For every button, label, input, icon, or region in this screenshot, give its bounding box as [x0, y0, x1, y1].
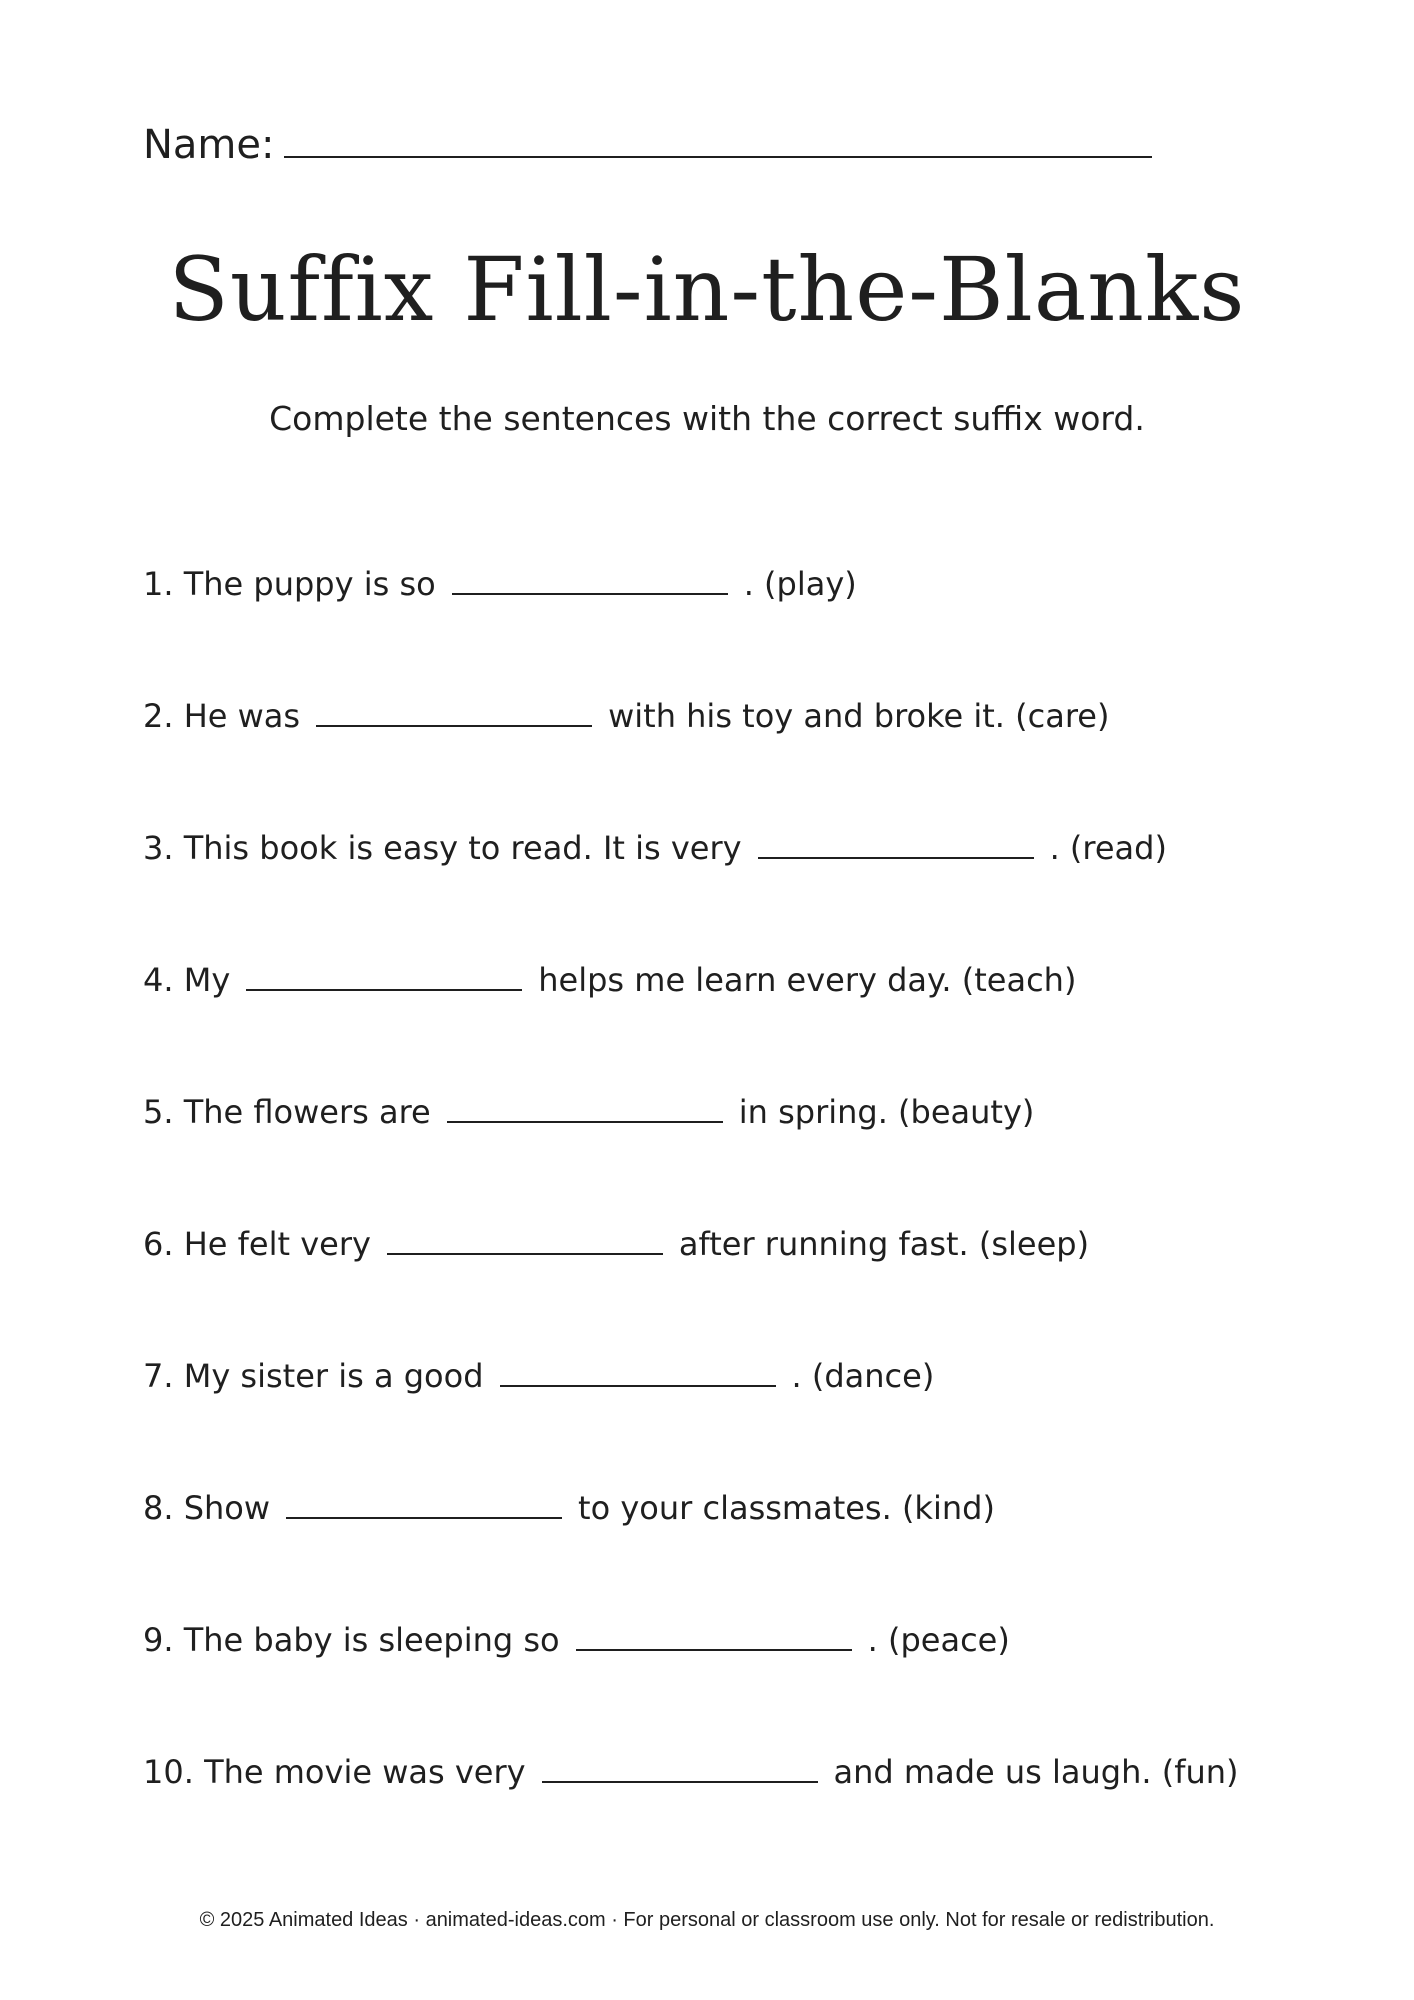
copyright-footer: © 2025 Animated Ideas · animated-ideas.com · For personal or classroom use only. Not for resale or redistribution.: [199, 1909, 1215, 1931]
question-text-after: after running fast. (sleep): [678, 1225, 1090, 1263]
answer-blank[interactable]: [576, 1619, 852, 1651]
question-item: [143, 1088, 1303, 1220]
question-text-before: 9. The baby is sleeping so: [143, 1621, 560, 1659]
answer-blank[interactable]: [758, 827, 1034, 859]
question-text-after: . (peace): [867, 1621, 1010, 1659]
question-text-after: and made us laugh. (fun): [833, 1753, 1239, 1791]
question-text-before: 6. He felt very: [143, 1225, 371, 1263]
question-text-after: . (dance): [791, 1357, 935, 1395]
question-text-before: 3. This book is easy to read. It is very: [143, 829, 742, 867]
question-text-before: 2. He was: [143, 697, 301, 735]
question-text-before: 4. My: [143, 961, 231, 999]
question-text-before: 8. Show: [143, 1489, 271, 1527]
question-text-after: to your classmates. (kind): [578, 1489, 995, 1527]
question-item: [143, 560, 1303, 692]
question-item: [143, 1616, 1303, 1748]
question-item: [143, 956, 1303, 1088]
worksheet-title: Suffix Fill-in-the-Blanks: [168, 238, 1246, 341]
question-text-after: with his toy and broke it. (care): [608, 697, 1110, 735]
question-item: [143, 1352, 1303, 1484]
answer-blank[interactable]: [447, 1091, 723, 1123]
answer-blank[interactable]: [286, 1487, 562, 1519]
question-text-before: 1. The puppy is so: [143, 565, 436, 603]
question-text-after: in spring. (beauty): [738, 1093, 1035, 1131]
answer-blank[interactable]: [387, 1223, 663, 1255]
answer-blank[interactable]: [316, 695, 592, 727]
question-list: [143, 560, 1303, 1880]
name-label: Name:: [143, 122, 275, 168]
question-text-after: . (read): [1049, 829, 1167, 867]
name-blank-line[interactable]: [284, 112, 1152, 158]
question-item: [143, 824, 1303, 956]
answer-blank[interactable]: [452, 563, 728, 595]
question-item: [143, 692, 1303, 824]
instructions-text: Complete the sentences with the correct suffix word.: [269, 399, 1145, 438]
question-item: [143, 1748, 1303, 1880]
question-item: [143, 1220, 1303, 1352]
answer-blank[interactable]: [542, 1751, 818, 1783]
question-text-after: helps me learn every day. (teach): [538, 961, 1077, 999]
question-text-before: 10. The movie was very: [143, 1753, 526, 1791]
question-text-after: . (play): [743, 565, 857, 603]
question-text-before: 5. The flowers are: [143, 1093, 431, 1131]
answer-blank[interactable]: [500, 1355, 776, 1387]
answer-blank[interactable]: [246, 959, 522, 991]
name-field-row: [143, 112, 1152, 175]
question-text-before: 7. My sister is a good: [143, 1357, 484, 1395]
question-item: [143, 1484, 1303, 1616]
